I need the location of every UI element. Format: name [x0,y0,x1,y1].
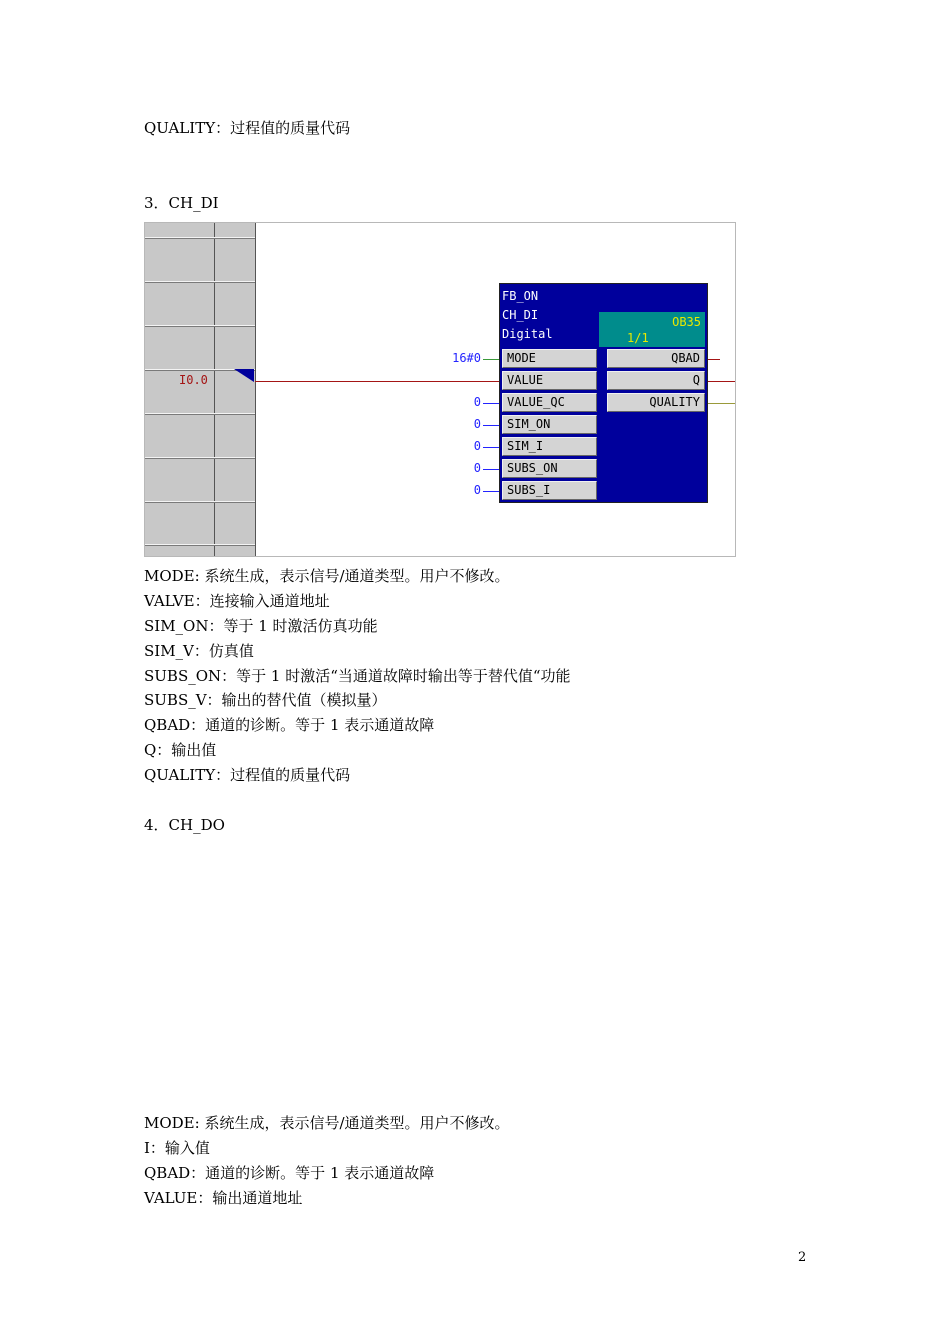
output-pin-quality[interactable]: QUALITY [607,393,705,412]
output-pin-qbad[interactable]: QBAD [607,349,705,368]
block-name-label: CH_DI [502,308,539,322]
pin-stub [483,359,499,360]
ch-di-desc-sim-on: SIM_ON：等于 1 时激活仿真功能 [144,617,378,635]
ch-di-desc-qbad: QBAD：通道的诊断。等于 1 表示通道故障 [144,716,435,734]
ch-di-desc-sim-v: SIM_V：仿真值 [144,642,254,660]
sheet-bar-edge [255,223,256,556]
pin-stub [483,403,499,404]
top-quality-line: QUALITY：过程值的质量代码 [144,119,351,137]
input-pin-subs-i[interactable]: SUBS_I [502,481,597,500]
input-pin-subs-on[interactable]: SUBS_ON [502,459,597,478]
pin-value-sim-on: 0 [473,417,481,431]
section3-heading: 3．CH_DI [144,194,219,212]
ch-di-desc-quality: QUALITY：过程值的质量代码 [144,766,351,784]
input-pin-value[interactable]: VALUE [502,371,597,390]
sheet-bar-row-line [145,413,255,415]
ch-di-desc-q: Q：输出值 [144,741,217,759]
input-wire [255,381,499,382]
sheet-bar-row-line [145,281,255,283]
ch-do-desc-value: VALUE：输出通道地址 [144,1189,303,1207]
pin-value-subs-on: 0 [473,461,481,475]
sheet-bar-row-line [145,544,255,546]
ob-name-label: OB35 [672,315,701,329]
ch-di-desc-valve: VALVE：连接输入通道地址 [144,592,330,610]
sheet-bar-divider [214,223,215,556]
ch-do-desc-mode: MODE: 系统生成，表示信号/通道类型。用户不修改。 [144,1114,510,1132]
sheet-bar-row-line [145,457,255,459]
section4-heading: 4．CH_DO [144,816,225,834]
pin-stub [483,491,499,492]
pin-value-sim-i: 0 [473,439,481,453]
q-wire [706,381,736,382]
ob-sequence-label: 1/1 [627,331,649,345]
page-number: 2 [798,1250,807,1265]
run-sequence-box[interactable] [599,312,705,347]
qbad-wire [706,359,720,360]
pin-value-subs-i: 0 [473,483,481,497]
sheet-bar-right [215,223,255,556]
pin-value-value-qc: 0 [473,395,481,409]
connector-arrow-icon [234,369,256,383]
sheet-bar-row-line [145,325,255,327]
ch-di-desc-subs-on: SUBS_ON：等于 1 时激活“当通道故障时输出等于替代值“功能 [144,667,571,685]
ch-di-desc-mode: MODE: 系统生成，表示信号/通道类型。用户不修改。 [144,567,510,585]
pin-value-mode: 16#0 [452,351,481,365]
sheet-bar-row-line [145,237,255,239]
block-type-label: FB_ON [502,289,539,303]
input-pin-mode[interactable]: MODE [502,349,597,368]
pin-stub [483,469,499,470]
block-comment-label: Digital [502,327,553,341]
quality-wire [706,403,736,404]
ch-do-desc-qbad: QBAD：通道的诊断。等于 1 表示通道故障 [144,1164,435,1182]
sheet-bar-left [145,223,214,556]
io-address-label[interactable]: I0.0 [179,373,208,387]
ch-di-desc-subs-v: SUBS_V：输出的替代值（模拟量） [144,691,387,709]
cfc-diagram [144,222,736,557]
output-pin-q[interactable]: Q [607,371,705,390]
pin-stub [483,447,499,448]
sheet-bar-row-line [145,501,255,503]
ch-di-block[interactable] [499,283,708,503]
input-pin-sim-i[interactable]: SIM_I [502,437,597,456]
ch-do-desc-i: I：输入值 [144,1139,210,1157]
pin-stub [483,425,499,426]
input-pin-sim-on[interactable]: SIM_ON [502,415,597,434]
input-pin-value-qc[interactable]: VALUE_QC [502,393,597,412]
